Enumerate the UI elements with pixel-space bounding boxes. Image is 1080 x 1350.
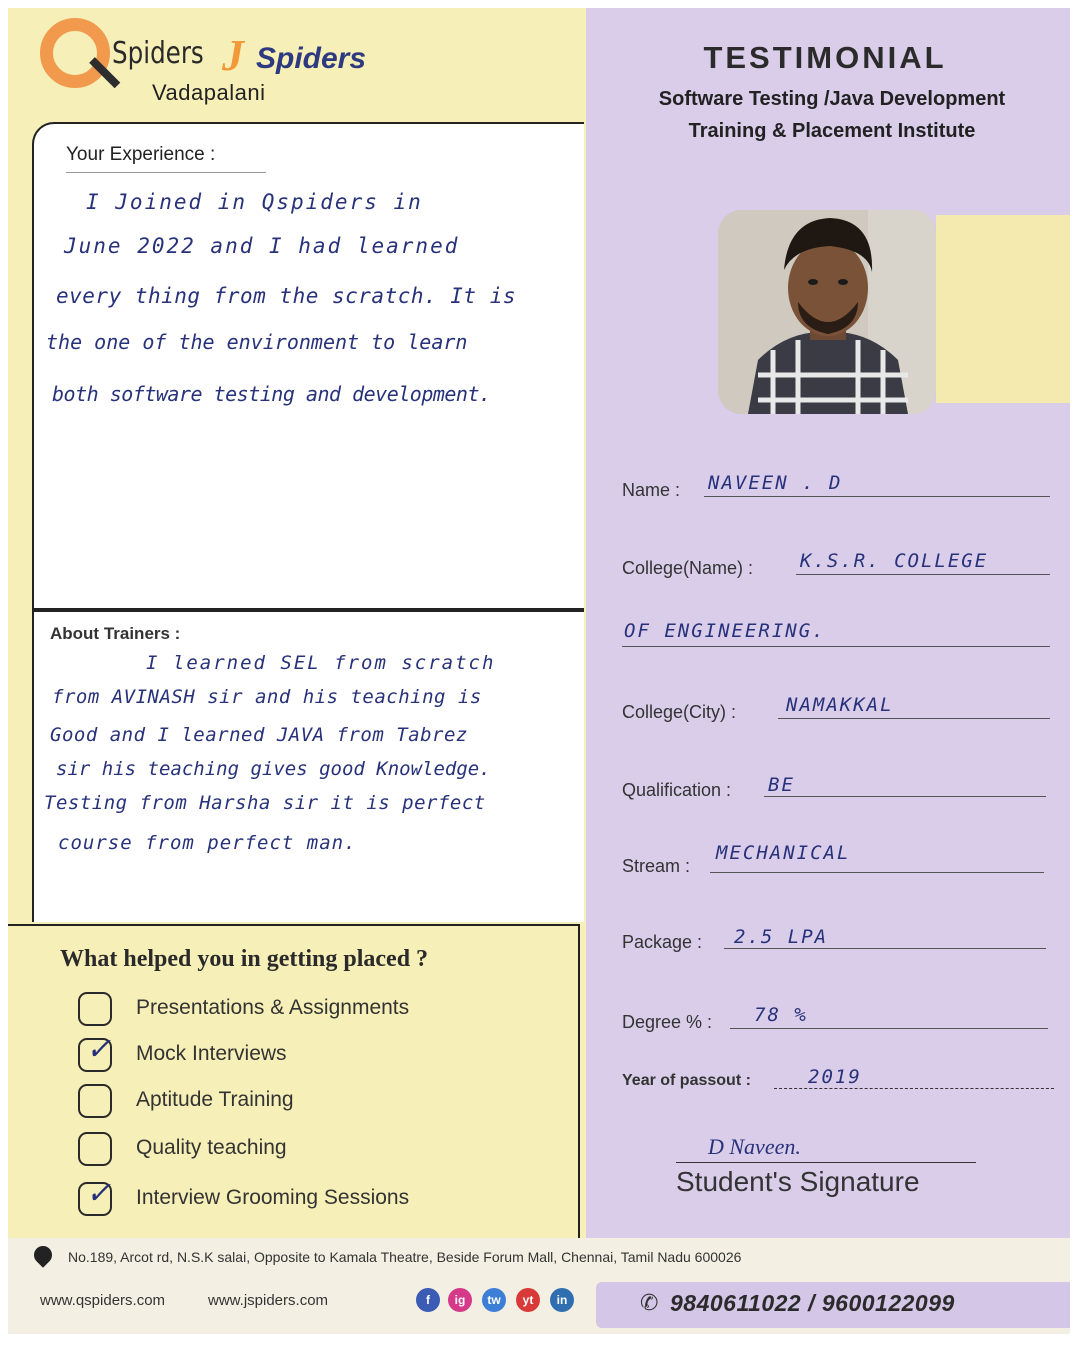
college-name-underline <box>796 574 1050 575</box>
youtube-icon[interactable]: yt <box>516 1288 540 1312</box>
trainers-label: About Trainers : <box>50 624 181 643</box>
trainers-line: sir his teaching gives good Knowledge. <box>56 758 491 780</box>
experience-line: every thing from the scratch. It is <box>56 284 517 308</box>
checkbox[interactable] <box>78 1084 112 1118</box>
trainers-line: Good and I learned JAVA from Tabrez <box>50 724 468 746</box>
phone-numbers: 9840611022 / 9600122099 <box>670 1290 955 1316</box>
name-label: Name : <box>622 480 681 500</box>
experience-line: June 2022 and I had learned <box>64 234 460 258</box>
page-title: TESTIMONIAL <box>703 40 947 75</box>
experience-line: I Joined in Qspiders in <box>86 190 423 214</box>
option-label: Quality teaching <box>136 1136 287 1159</box>
website-qspiders-link[interactable]: www.qspiders.com <box>40 1292 166 1309</box>
trainers-line: from AVINASH sir and his teaching is <box>52 686 482 708</box>
checkbox-checked[interactable] <box>78 1033 112 1072</box>
qualification-underline <box>764 796 1046 797</box>
facebook-icon[interactable]: f <box>416 1288 440 1312</box>
stream-value[interactable]: MECHANICAL <box>716 842 851 864</box>
checkbox[interactable] <box>78 992 112 1026</box>
college-name-underline-2 <box>622 646 1050 647</box>
experience-label: Your Experience : <box>66 144 216 165</box>
stream-underline <box>710 872 1044 873</box>
checkbox-checked[interactable] <box>78 1177 112 1216</box>
experience-line: the one of the environment to learn <box>46 330 468 354</box>
option-label: Mock Interviews <box>136 1042 287 1065</box>
college-city-label: College(City) : <box>622 702 737 722</box>
college-name-value[interactable]: K.S.R. COLLEGE <box>800 550 989 572</box>
trainers-line: course from perfect man. <box>58 832 357 854</box>
checkbox[interactable] <box>78 1132 112 1166</box>
signature-line <box>676 1162 976 1163</box>
degree-underline <box>730 1028 1048 1029</box>
twitter-icon[interactable]: tw <box>482 1288 506 1312</box>
address: No.189, Arcot rd, N.S.K salai, Opposite to Kamala Theatre, Beside Forum Mall, Chennai, Tamil Nadu 600026 <box>68 1249 742 1265</box>
branch-name: Vadapalani <box>152 80 266 105</box>
qualification-value[interactable]: BE <box>768 774 795 796</box>
college-name-label: College(Name) : <box>622 558 754 578</box>
passout-label: Year of passout : <box>622 1072 751 1089</box>
qualification-label: Qualification : <box>622 780 732 800</box>
name-underline <box>704 496 1050 497</box>
degree-value[interactable]: 78 % <box>754 1004 808 1026</box>
option-label: Interview Grooming Sessions <box>136 1186 410 1209</box>
logo-j-letter: J <box>222 31 244 80</box>
subtitle-line-2: Training & Placement Institute <box>688 120 976 142</box>
instagram-icon[interactable]: ig <box>448 1288 472 1312</box>
package-label: Package : <box>622 932 703 952</box>
option-label: Presentations & Assignments <box>136 996 410 1019</box>
check-mark-icon: ✓ <box>86 1033 112 1066</box>
option-label: Aptitude Training <box>136 1088 294 1111</box>
qspiders-logo-icon <box>40 18 110 88</box>
trainers-line: Testing from Harsha sir it is perfect <box>44 792 486 814</box>
package-value[interactable]: 2.5 LPA <box>734 926 829 948</box>
package-underline <box>724 948 1046 949</box>
student-signature: D Naveen. <box>708 1134 801 1159</box>
student-photo <box>718 210 936 414</box>
passout-value[interactable]: 2019 <box>808 1066 862 1088</box>
check-mark-icon: ✓ <box>86 1177 112 1210</box>
website-jspiders-link[interactable]: www.jspiders.com <box>208 1292 329 1309</box>
logo-qspiders-text: Spiders <box>112 36 204 71</box>
trainers-line: I learned SEL from scratch <box>146 652 496 674</box>
signature-label: Student's Signature <box>676 1166 920 1197</box>
college-city-value[interactable]: NAMAKKAL <box>786 694 894 716</box>
logo-jspiders-text: Spiders <box>256 42 367 75</box>
subtitle-line-1: Software Testing /Java Development <box>658 88 1006 110</box>
stream-label: Stream : <box>622 856 691 876</box>
linkedin-icon[interactable]: in <box>550 1288 574 1312</box>
phone-icon: ✆ <box>640 1290 659 1315</box>
college-city-underline <box>778 718 1050 719</box>
placement-help-title: What helped you in getting placed ? <box>60 946 429 972</box>
experience-line: both software testing and development. <box>52 382 491 406</box>
name-value[interactable]: NAVEEN . D <box>708 472 843 494</box>
passout-underline <box>774 1088 1054 1090</box>
experience-label-underline <box>66 172 266 173</box>
college-name-value-2[interactable]: OF ENGINEERING. <box>624 620 826 642</box>
photo-side-accent <box>936 215 1070 403</box>
degree-label: Degree % : <box>622 1012 713 1032</box>
